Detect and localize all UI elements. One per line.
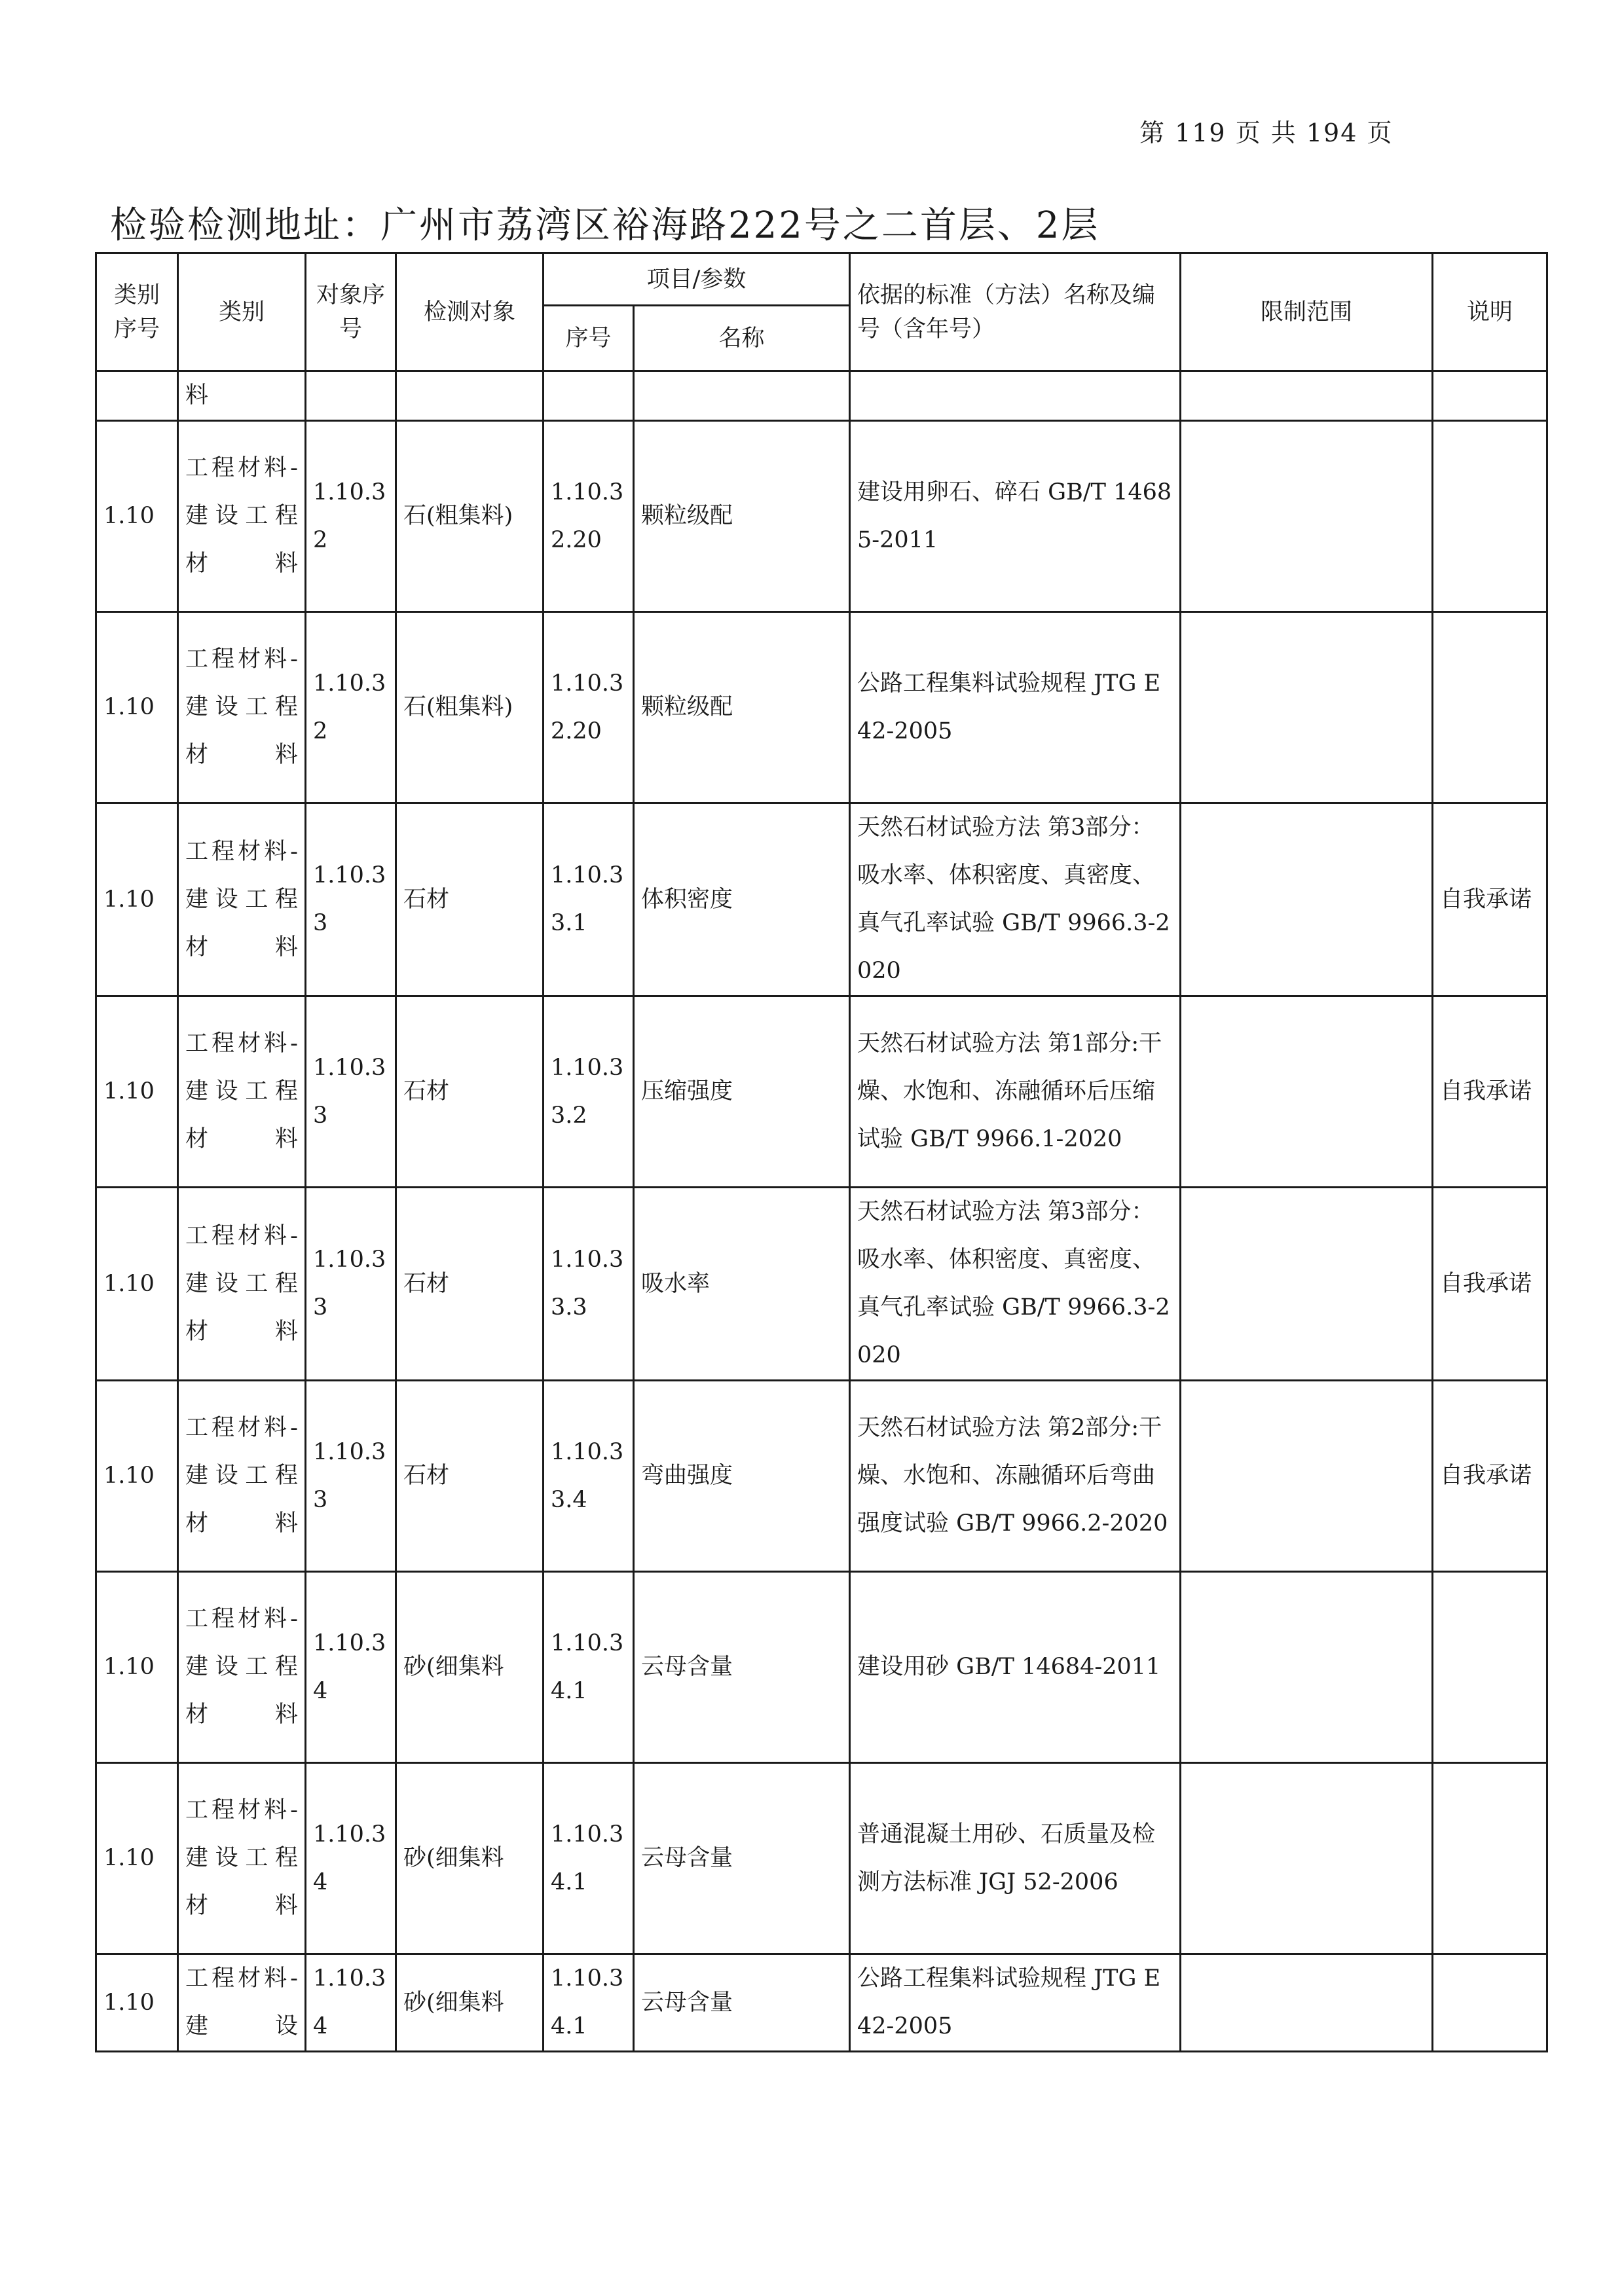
cell-proj-name: 弯曲强度 [634,1381,850,1572]
table-row [96,803,1547,996]
cell-limit [1181,1381,1433,1572]
header-note: 说明 [1433,253,1547,371]
cell-standard: 天然石材试验方法 第1部分:干燥、水饱和、冻融循环后压缩试验 GB/T 9966.1-2020 [850,996,1181,1188]
table-row [96,1381,1547,1572]
cell-category: 工程材料-建设工程材料 [178,421,306,612]
cell-object: 石材 [396,996,544,1188]
cell-standard: 建设用砂 GB/T 14684-2011 [850,1572,1181,1763]
cell-proj-no: 1.10.33.3 [544,1188,634,1381]
cell-object: 石材 [396,1188,544,1381]
cell-limit [1181,996,1433,1188]
cell-proj-name: 颗粒级配 [634,612,850,803]
cell-obj-no: 1.10.32 [306,612,396,803]
cell-cat-no: 1.10 [96,1572,178,1763]
header-row-1 [96,253,1547,306]
cell-object: 石(粗集料) [396,421,544,612]
cell-cat-no: 1.10 [96,1188,178,1381]
cell-limit [1181,1572,1433,1763]
cell-cat-no: 1.10 [96,1954,178,2052]
cell-note [1433,612,1547,803]
page-number: 第 119 页 共 194 页 [1139,118,1393,147]
cell-category: 工程材料-建设工程材料 [178,1381,306,1572]
cell-obj-no: 1.10.33 [306,1188,396,1381]
cell-note [1433,1954,1547,2052]
cell-note [1433,1763,1547,1954]
cell-obj-no: 1.10.33 [306,1381,396,1572]
cell-category: 工程材料-建设工程材料 [178,803,306,996]
header-proj-name: 名称 [634,306,850,371]
header-category: 类别 [178,253,306,371]
cell-proj-no: 1.10.33.4 [544,1381,634,1572]
cell-note: 自我承诺 [1433,1188,1547,1381]
cell-obj-no: 1.10.33 [306,803,396,996]
header-object: 检测对象 [396,253,544,371]
cell-object: 砂(细集料 [396,1763,544,1954]
cell-proj-no: 1.10.34.1 [544,1763,634,1954]
cell-category: 工程材料-建设 [178,1954,306,2052]
cell-cat-no: 1.10 [96,1381,178,1572]
cell-limit [1181,612,1433,803]
table-row [96,1572,1547,1763]
cell-note: 自我承诺 [1433,996,1547,1188]
cell-limit [1181,1954,1433,2052]
cell-note: 自我承诺 [1433,803,1547,996]
cell-proj-name: 云母含量 [634,1572,850,1763]
cell-standard: 公路工程集料试验规程 JTG E42-2005 [850,612,1181,803]
qualification-table [95,252,1548,2052]
cell-limit [1181,803,1433,996]
cell-cat-no: 1.10 [96,1763,178,1954]
cell-cat-no: 1.10 [96,996,178,1188]
cell-proj-no: 1.10.32.20 [544,612,634,803]
cell-proj-no: 1.10.32.20 [544,421,634,612]
cell-obj-no: 1.10.32 [306,421,396,612]
cell-standard: 天然石材试验方法 第3部分：吸水率、体积密度、真密度、真气孔率试验 GB/T 9966.3-2020 [850,1188,1181,1381]
cell-limit [1181,1763,1433,1954]
cell-category: 工程材料-建设工程材料 [178,612,306,803]
cell-proj-no: 1.10.33.1 [544,803,634,996]
cell-standard: 建设用卵石、碎石 GB/T 14685-2011 [850,421,1181,612]
cell-proj-name: 吸水率 [634,1188,850,1381]
cell-obj-no: 1.10.34 [306,1572,396,1763]
cell-note [1433,421,1547,612]
cell-category: 工程材料-建设工程材料 [178,1188,306,1381]
cell-category: 料 [178,371,306,421]
cell-note [1433,1572,1547,1763]
cell-proj-no: 1.10.33.2 [544,996,634,1188]
header-proj-no: 序号 [544,306,634,371]
cell-limit [1181,421,1433,612]
cell-note: 自我承诺 [1433,1381,1547,1572]
cell-cat-no: 1.10 [96,612,178,803]
table-row [96,1954,1547,2052]
cell-standard: 天然石材试验方法 第3部分：吸水率、体积密度、真密度、真气孔率试验 GB/T 9966.3-2020 [850,803,1181,996]
table-row [96,612,1547,803]
cell-proj-name: 颗粒级配 [634,421,850,612]
cell-standard: 天然石材试验方法 第2部分:干燥、水饱和、冻融循环后弯曲强度试验 GB/T 9966.2-2020 [850,1381,1181,1572]
cell-object: 石(粗集料) [396,612,544,803]
table-row-continued [96,371,1547,421]
cell-limit [1181,1188,1433,1381]
cell-obj-no: 1.10.34 [306,1954,396,2052]
cell-object: 砂(细集料 [396,1954,544,2052]
header-project: 项目/参数 [544,253,850,306]
table-row [96,421,1547,612]
cell-proj-name: 体积密度 [634,803,850,996]
cell-proj-name: 压缩强度 [634,996,850,1188]
table-row [96,996,1547,1188]
cell-category: 工程材料-建设工程材料 [178,1572,306,1763]
cell-obj-no: 1.10.34 [306,1763,396,1954]
cell-category: 工程材料-建设工程材料 [178,1763,306,1954]
cell-cat-no: 1.10 [96,803,178,996]
cell-object: 石材 [396,803,544,996]
cell-object: 石材 [396,1381,544,1572]
cell-category: 工程材料-建设工程材料 [178,996,306,1188]
cell-object: 砂(细集料 [396,1572,544,1763]
cell-proj-name: 云母含量 [634,1763,850,1954]
header-standard: 依据的标准（方法）名称及编号（含年号） [850,253,1181,371]
testing-address: 检验检测地址：广州市荔湾区裕海路222号之二首层、2层 [110,204,1100,247]
header-obj-no: 对象序号 [306,253,396,371]
cell-cat-no: 1.10 [96,421,178,612]
table-row [96,1763,1547,1954]
table-row [96,1188,1547,1381]
cell-obj-no: 1.10.33 [306,996,396,1188]
header-limit: 限制范围 [1181,253,1433,371]
cell-standard: 公路工程集料试验规程 JTG E42-2005 [850,1954,1181,2052]
header-cat-no: 类别序号 [96,253,178,371]
cell-proj-no: 1.10.34.1 [544,1954,634,2052]
cell-proj-no: 1.10.34.1 [544,1572,634,1763]
cell-proj-name: 云母含量 [634,1954,850,2052]
cell-standard: 普通混凝土用砂、石质量及检测方法标准 JGJ 52-2006 [850,1763,1181,1954]
